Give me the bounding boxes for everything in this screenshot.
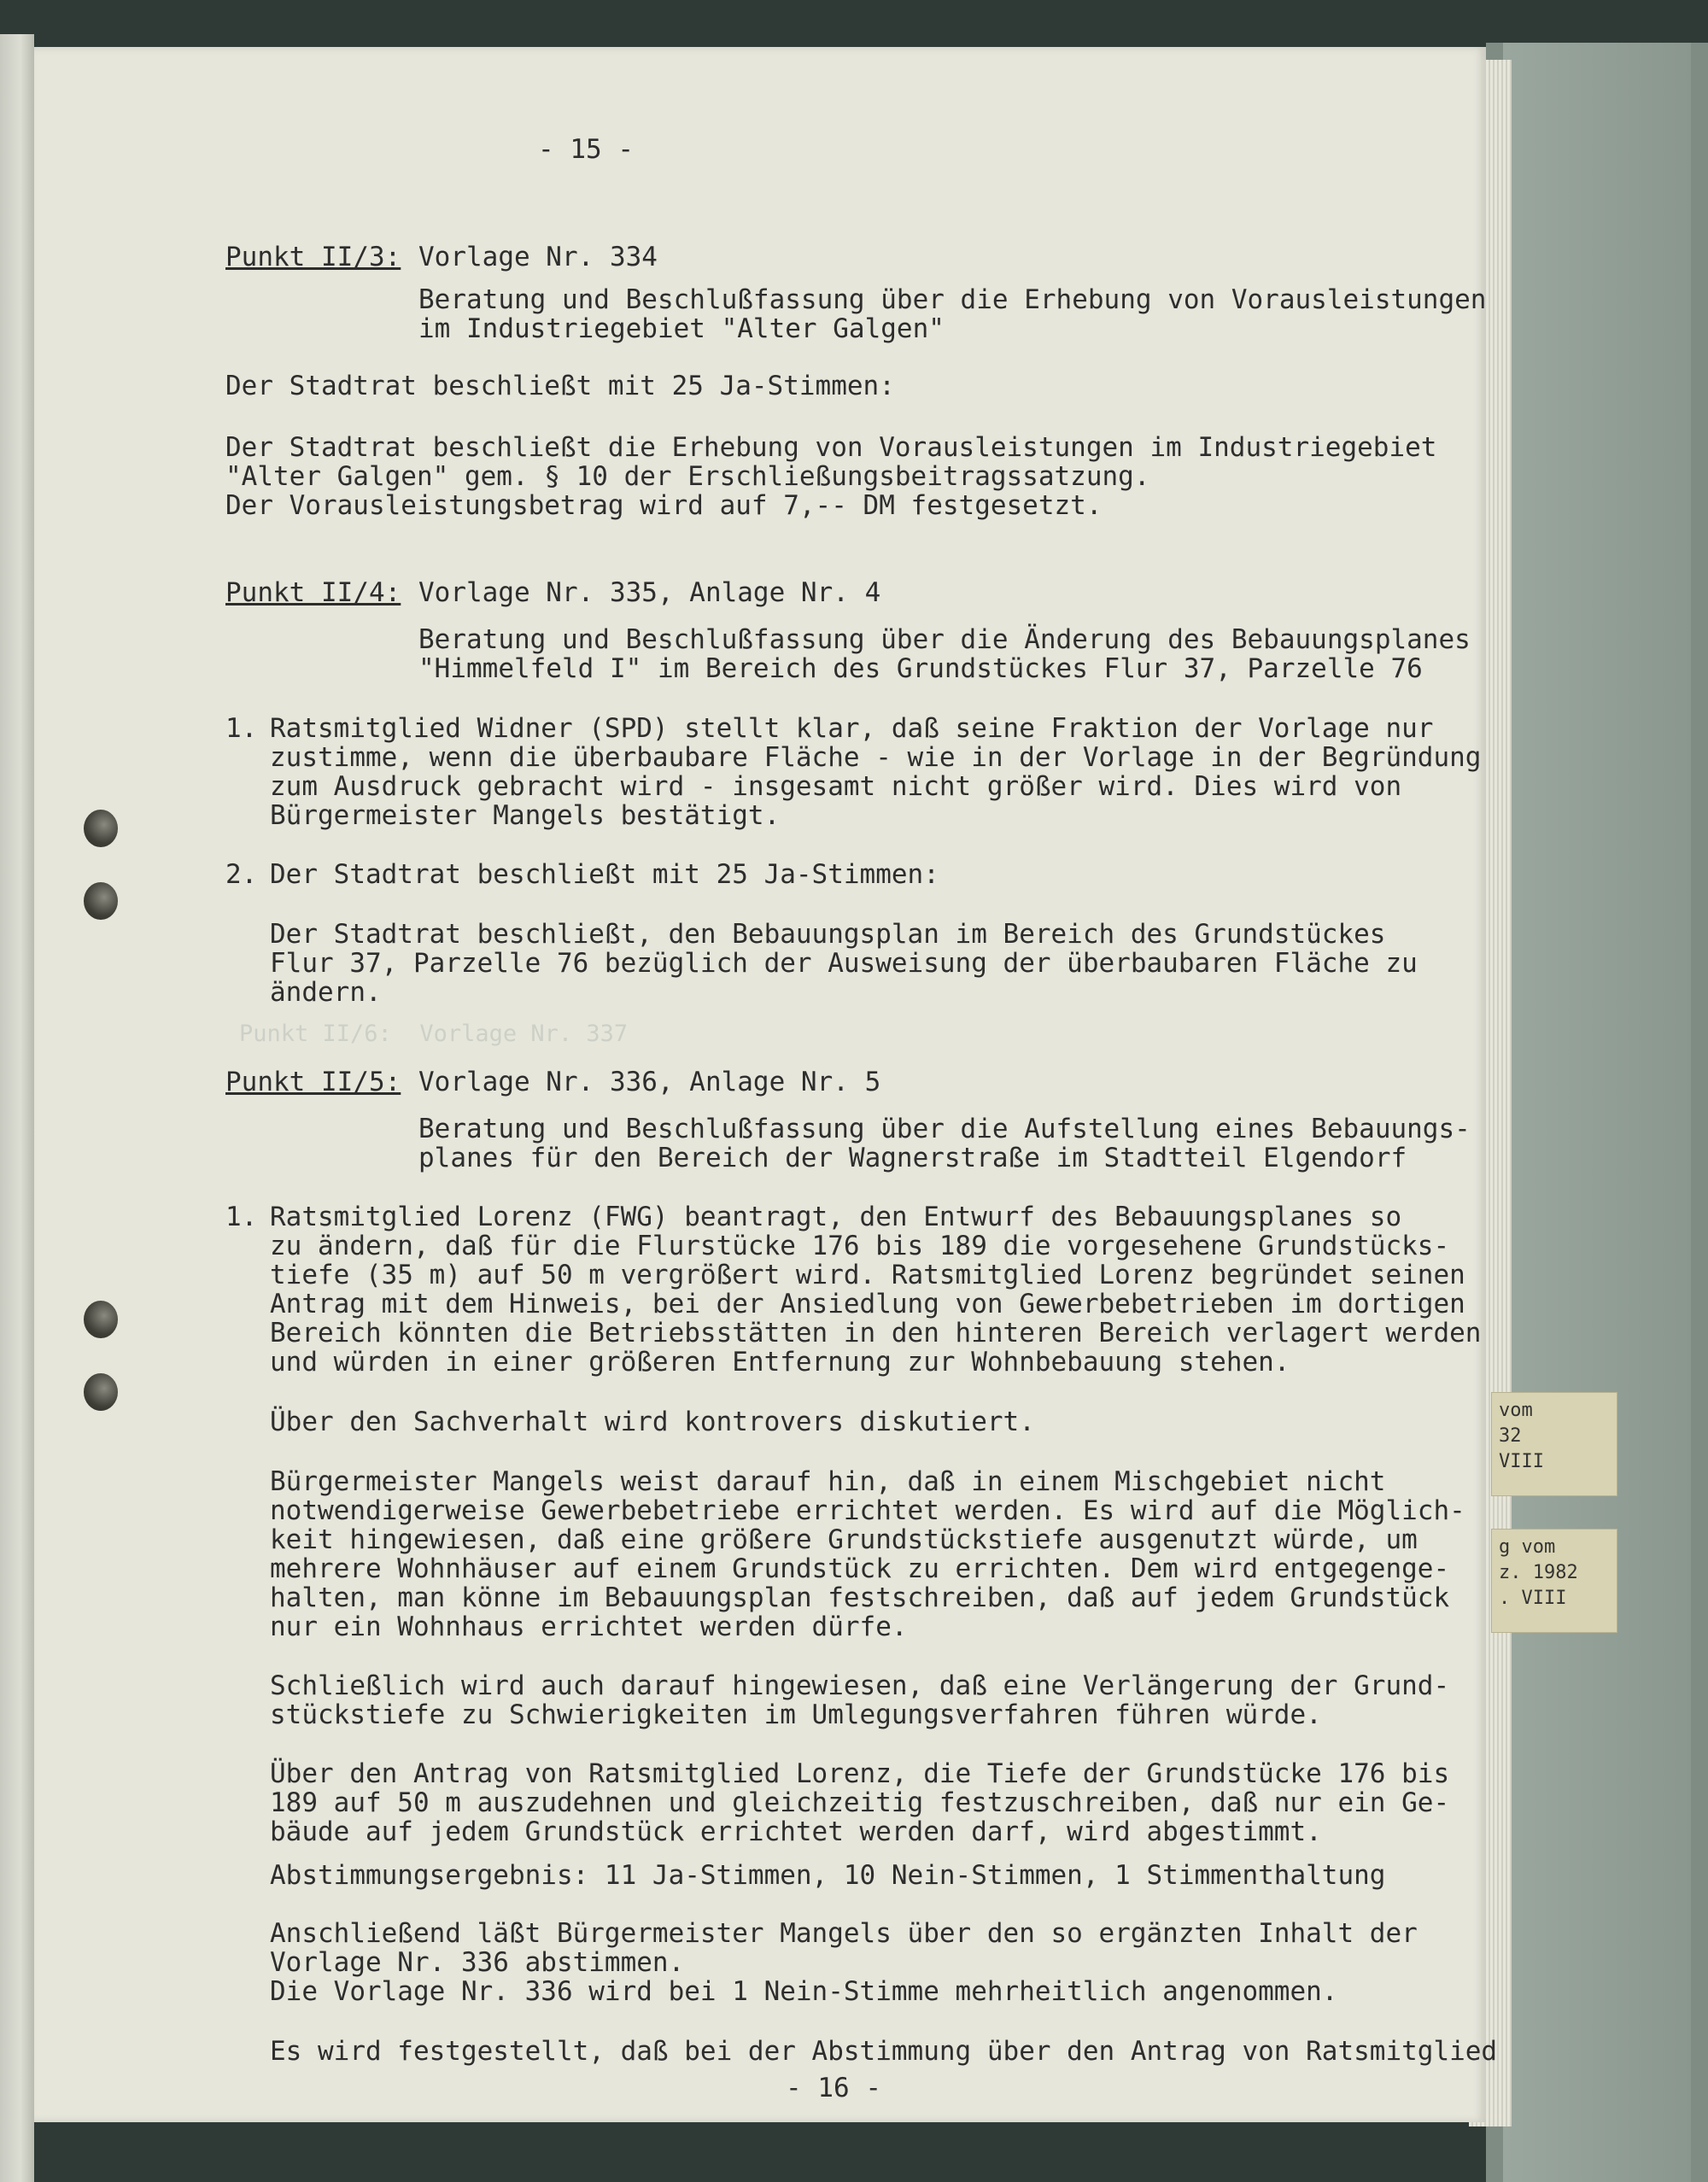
tab-line: 32 — [1499, 1425, 1522, 1447]
paragraph-line: Die Vorlage Nr. 336 wird bei 1 Nein-Stimme mehrheitlich angenommen. — [270, 1976, 1338, 2007]
paragraph-line: Über den Antrag von Ratsmitglied Lorenz, die Tiefe der Grundstücke 176 bis — [270, 1758, 1450, 1789]
paragraph-line: Über den Sachverhalt wird kontrovers diskutiert. — [270, 1407, 1035, 1437]
punch-hole — [84, 882, 118, 920]
paragraph-line: bäude auf jedem Grundstück errichtet werden darf, wird abgestimmt. — [270, 1816, 1322, 1847]
paragraph-line: Anschließend läßt Bürgermeister Mangels über den so ergänzten Inhalt der — [270, 1918, 1418, 1949]
subject-line: "Himmelfeld I" im Bereich des Grundstückes Flur 37, Parzelle 76 — [418, 653, 1423, 684]
document-page — [34, 47, 1498, 2122]
paragraph-line: stückstiefe zu Schwierigkeiten im Umlegungsverfahren führen würde. — [270, 1699, 1322, 1730]
subject-line: Beratung und Beschlußfassung über die Änderung des Bebauungsplanes — [418, 624, 1471, 655]
paragraph-line: Bürgermeister Mangels weist darauf hin, daß in einem Mischgebiet nicht — [270, 1466, 1386, 1497]
tab-line: g vom — [1499, 1536, 1556, 1558]
index-tab — [1491, 1529, 1617, 1633]
item-line: und würden in einer größeren Entfernung zur Wohnbebauung stehen. — [270, 1347, 1290, 1378]
decision-line: Der Stadtrat beschließt die Erhebung von Vorausleistungen im Industriegebiet — [225, 432, 1437, 463]
tab-line: . VIII — [1499, 1588, 1567, 1609]
vorlage-336: Vorlage Nr. 336, Anlage Nr. 5 — [418, 1067, 881, 1097]
paragraph-line: mehrere Wohnhäuser auf einem Grundstück zu errichten. Dem wird entgegenge- — [270, 1553, 1450, 1584]
subject-line: im Industriegebiet "Alter Galgen" — [418, 313, 945, 344]
decision-line: Der Vorausleistungsbetrag wird auf 7,-- DM festgesetzt. — [225, 490, 1103, 521]
item-line: Bereich könnten die Betriebsstätten in den hinteren Bereich verlagert werden — [270, 1318, 1482, 1348]
binder-left-edge — [0, 34, 34, 2182]
page-number-top: - 15 - — [538, 134, 634, 165]
subject-line: planes für den Bereich der Wagnerstraße im Stadtteil Elgendorf — [418, 1143, 1407, 1173]
item-line: zustimme, wenn die überbaubare Fläche - wie in der Vorlage in der Begründung — [270, 742, 1482, 773]
section-label-ii4: Punkt II/4: — [225, 577, 401, 608]
item-line: Bürgermeister Mangels bestätigt. — [270, 800, 781, 831]
vote-intro: Der Stadtrat beschließt mit 25 Ja-Stimmen: — [225, 371, 895, 401]
item-line: zu ändern, daß für die Flurstücke 176 bis 189 die vorgesehene Grundstücks- — [270, 1231, 1450, 1261]
tab-line: vom — [1499, 1400, 1533, 1421]
page-number-bottom: - 16 - — [786, 2073, 881, 2103]
item-line: Der Stadtrat beschließt mit 25 Ja-Stimmen: — [270, 859, 939, 890]
section-label-ii3: Punkt II/3: — [225, 242, 401, 272]
item-line: tiefe (35 m) auf 50 m vergrößert wird. Ratsmitglied Lorenz begründet seinen — [270, 1260, 1465, 1290]
vorlage-334: Vorlage Nr. 334 — [418, 242, 658, 272]
decision-line: ändern. — [270, 977, 382, 1008]
item-number: 2. — [225, 859, 258, 890]
punch-hole — [84, 1301, 118, 1338]
paragraph-line: notwendigerweise Gewerbebetriebe errichtet werden. Es wird auf die Möglich- — [270, 1495, 1465, 1526]
item-number: 1. — [225, 713, 258, 744]
decision-line: Der Stadtrat beschließt, den Bebauungsplan im Bereich des Grundstückes — [270, 919, 1386, 950]
vote-result: Abstimmungsergebnis: 11 Ja-Stimmen, 10 Nein-Stimmen, 1 Stimmenthaltung — [270, 1860, 1386, 1891]
tab-line: z. 1982 — [1499, 1562, 1578, 1583]
decision-line: "Alter Galgen" gem. § 10 der Erschließungsbeitragssatzung. — [225, 461, 1150, 492]
binder-cover — [1486, 43, 1708, 2182]
item-line: Ratsmitglied Lorenz (FWG) beantragt, den Entwurf des Bebauungsplanes so — [270, 1202, 1402, 1232]
paragraph-line: 189 auf 50 m auszudehnen und gleichzeitig festzuschreiben, daß nur ein Ge- — [270, 1787, 1450, 1818]
paragraph-line: nur ein Wohnhaus errichtet werden dürfe. — [270, 1612, 908, 1642]
item-number: 1. — [225, 1202, 258, 1232]
tab-line: VIII — [1499, 1451, 1544, 1472]
paragraph-line: Es wird festgestellt, daß bei der Abstimmung über den Antrag von Ratsmitglied — [270, 2036, 1498, 2067]
decision-line: Flur 37, Parzelle 76 bezüglich der Ausweisung der überbaubaren Fläche zu — [270, 948, 1418, 979]
item-line: Ratsmitglied Widner (SPD) stellt klar, daß seine Fraktion der Vorlage nur — [270, 713, 1434, 744]
item-line: Antrag mit dem Hinweis, bei der Ansiedlung von Gewerbebetrieben im dortigen — [270, 1289, 1465, 1319]
punch-hole — [84, 1373, 118, 1411]
subject-line: Beratung und Beschlußfassung über die Erhebung von Vorausleistungen — [418, 284, 1487, 315]
index-tab — [1491, 1392, 1617, 1496]
paragraph-line: Schließlich wird auch darauf hingewiesen, daß eine Verlängerung der Grund- — [270, 1670, 1450, 1701]
paragraph-line: halten, man könne im Bebauungsplan festschreiben, daß auf jedem Grundstück — [270, 1582, 1450, 1613]
paragraph-line: Vorlage Nr. 336 abstimmen. — [270, 1947, 685, 1978]
vorlage-335: Vorlage Nr. 335, Anlage Nr. 4 — [418, 577, 881, 608]
section-label-ii5: Punkt II/5: — [225, 1067, 401, 1097]
bleed-through-text: Punkt II/6: Vorlage Nr. 337 — [239, 1021, 629, 1047]
item-line: zum Ausdruck gebracht wird - insgesamt nicht größer wird. Dies wird von — [270, 771, 1402, 802]
subject-line: Beratung und Beschlußfassung über die Aufstellung eines Bebauungs- — [418, 1114, 1471, 1144]
paragraph-line: keit hingewiesen, daß eine größere Grundstückstiefe ausgenutzt würde, um — [270, 1524, 1418, 1555]
punch-hole — [84, 810, 118, 847]
